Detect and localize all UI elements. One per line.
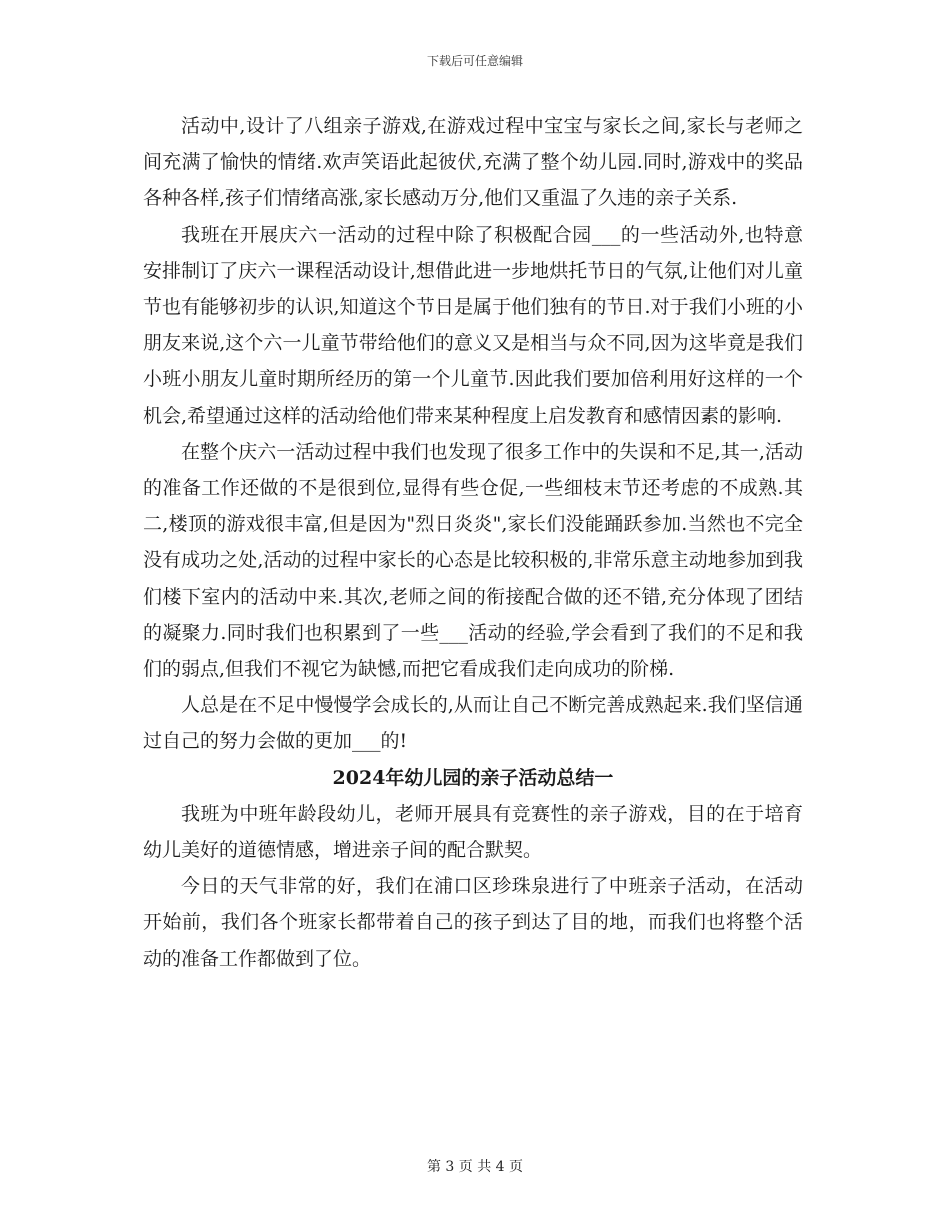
- page-number: 第 3 页 共 4 页: [426, 1159, 524, 1175]
- document-body: [143, 108, 803, 977]
- page-header: 下载后可任意编辑: [426, 54, 523, 68]
- paragraph: 今日的天气非常的好，我们在浦口区珍珠泉进行了中班亲子活动，在活动开始前，我们各个班家长都带着自己的孩子到达了目的地，而我们也将整个活动的准备工作都做到了位。: [143, 875, 803, 970]
- section-title: 2024年幼儿园的亲子活动总结一: [332, 766, 614, 789]
- paragraph: 我班为中班年龄段幼儿，老师开展具有竞赛性的亲子游戏，目的在于培育幼儿美好的道德情感，增进亲子间的配合默契。: [143, 802, 803, 862]
- paragraph: 活动中,设计了八组亲子游戏,在游戏过程中宝宝与家长之间,家长与老师之间充满了愉快的情绪.欢声笑语此起彼伏,充满了整个幼儿园.同时,游戏中的奖品各种各样,孩子们情绪高涨,家长感动万分,他们又重温了久违的亲子关系.: [143, 115, 803, 210]
- paragraph: 我班在开展庆六一活动的过程中除了积极配合园___的一些活动外,也特意安排制订了庆六一课程活动设计,想借此进一步地烘托节日的气氛,让他们对儿童节也有能够初步的认识,知道这个节日是属于他们独有的节日.对于我们小班的小朋友来说,这个六一儿童节带给他们的意义又是相当与众不同,因为这毕竟是我们小班小朋友儿童时期所经历的第一个儿童节.因此我们要加倍利用好这样的一个机会,希望通过这样的活动给他们带来某种程度上启发教育和感情因素的影响.: [143, 223, 803, 427]
- paragraph: 在整个庆六一活动过程中我们也发现了很多工作中的失误和不足,其一,活动的准备工作还做的不是很到位,显得有些仓促,一些细枝末节还考虑的不成熟.其二,楼顶的游戏很丰富,但是因为"烈日炎炎",家长们没能踊跃参加.当然也不完全没有成功之处,活动的过程中家长的心态是比较积极的,非常乐意主动地参加到我们楼下室内的活动中来.其次,老师之间的衔接配合做的还不错,充分体现了团结的凝聚力.同时我们也积累到了一些___活动的经验,学会看到了我们的不足和我们的弱点,但我们不视它为缺憾,而把它看成我们走向成功的阶梯.: [143, 440, 803, 681]
- paragraph: 人总是在不足中慢慢学会成长的,从而让自己不断完善成熟起来.我们坚信通过自己的努力会做的更加___的!: [143, 694, 803, 753]
